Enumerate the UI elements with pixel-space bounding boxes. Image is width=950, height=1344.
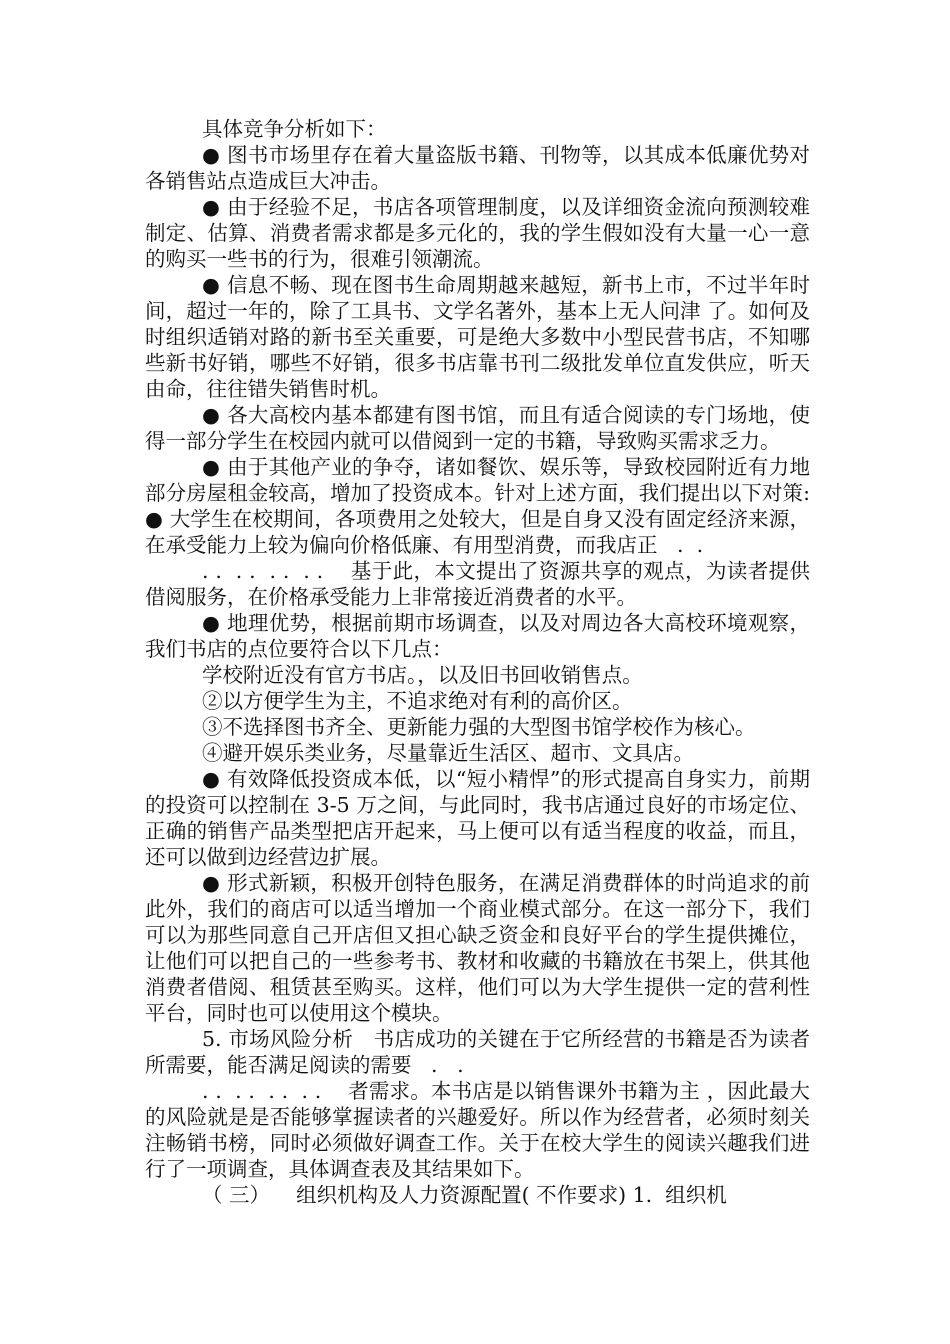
intro-paragraph: 具体竞争分析如下： — [202, 117, 387, 141]
location-point-3: ③不选择图书齐全、更新能力强的大型图书馆学校作为核心。 — [202, 715, 756, 739]
resource-sharing-paragraph: . . . . . . . . 基于此，本文提出了资源共享的观点，为读者提供借阅服务，在价格承受能力上非常接近消费者的水平。 — [145, 559, 810, 609]
section-three-heading: （ 三） 组织机构及人力资源配置( 不作要求) 1. 组织机 — [202, 1183, 727, 1207]
bullet-novel-service: ● 形式新颖，积极开创特色服务，在满足消费群体的时尚追求的前 此外，我们的商店可以适当增加一个商业模式部分。在这一部分下，我们可以为那些同意自己开店但又担心缺乏资金和良好平台的学生提供摊位，让他们可以把自己的一些参考书、教材和收藏的书籍放在书架上，供其他消费者借阅、租赁甚至购买。这样，他们可以为大学生提供一定的营利性平台，同时也可以使用这个模块。 — [145, 871, 817, 1025]
bullet-competition: ● 由于其他产业的争夺，诸如餐饮、娱乐等，导致校园附近有力地 部分房屋租金较高，增加了投资成本。针对上述方面，我们提出以下对策: ● 大学生在校期间，各项费用之处较大，但是自身又没有固定经济来源，在承受能力上较为偏向价格低廉、有用型消费，而我店正 . . — [145, 455, 817, 557]
location-point-2: ②以方便学生为主，不追求绝对有利的高价区。 — [202, 689, 633, 713]
bullet-cost: ● 有效降低投资成本低，以“短小精悍”的形式提高自身实力，前期的投资可以控制在 3-5 万之间，与此同时，我书店通过良好的市场定位、正确的销售产品类型把店开起来，马上便可以有适当程度的收益，而且，还可以做到边经营边扩展。 — [145, 767, 810, 869]
location-point-4: ④避开娱乐类业务，尽量靠近生活区、超市、文具店。 — [202, 741, 694, 765]
market-risk-paragraph: . . . . . . . . 者需求。本书店是以销售课外书籍为主 ，因此最大的风险就是是否能够掌握读者的兴趣爱好。所以作为经营者，必须时刻关注畅销书榜，同时必须做好调查工作。关于在校大学生的阅读兴趣我们进行了一项调查，具体调查表及其结果如下。 — [145, 1079, 810, 1181]
bullet-information: ● 信息不畅、现在图书生命周期越来越短，新书上市，不过半年时间，超过一年的，除了工具书、文学名著外，基本上无人问津 了。如何及时组织适销对路的新书至关重要，可是绝大多数中小型民营书店，不知哪些新书好销，哪些不好销，很多书店靠书刊二级批发单位直发供应，听天由命，往往错失销售时机。 — [145, 273, 810, 401]
document-page — [145, 116, 824, 1208]
location-point-1: 学校附近没有官方书店。，以及旧书回收销售点。 — [202, 663, 643, 687]
bullet-libraries: ● 各大高校内基本都建有图书馆，而且有适合阅读的专门场地，使得一部分学生在校园内就可以借阅到一定的书籍，导致购买需求乏力。 — [145, 403, 810, 453]
bullet-management: ● 由于经验不足，书店各项管理制度，以及详细资金流向预测较难 制定、估算、消费者需求都是多元化的，我的学生假如没有大量一心一意的购买一些书的行为，很难引领潮流。 — [145, 195, 817, 271]
bullet-location: ● 地理优势，根据前期市场调查，以及对周边各大高校环境观察， 我们书店的点位要符合以下几点： — [145, 611, 824, 661]
bullet-piracy: ● 图书市场里存在着大量盗版书籍、刊物等，以其成本低廉优势对各销售站点造成巨大冲击。 — [145, 143, 810, 193]
market-risk-heading: 5. 市场风险分析 书店成功的关键在于它所经营的书籍是否为读者所需要，能否满足阅读的需要 . . — [145, 1027, 810, 1077]
